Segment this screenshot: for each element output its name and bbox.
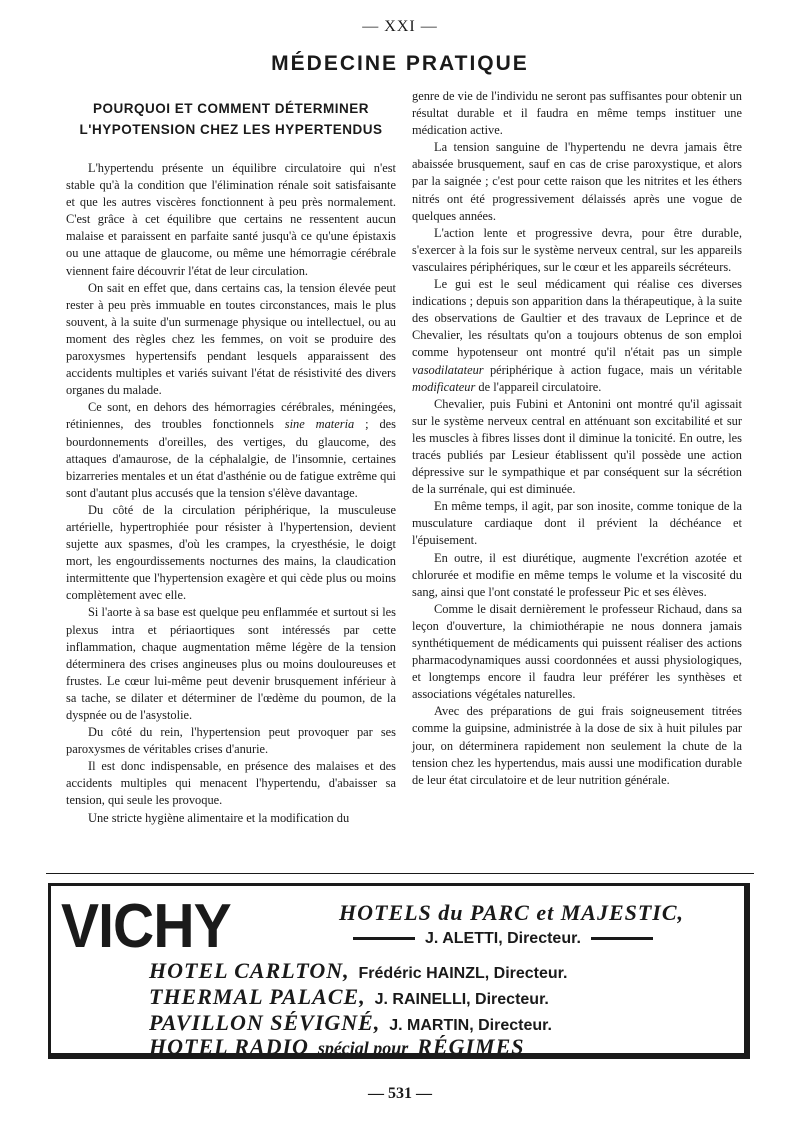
article-left-column [66, 98, 396, 827]
paragraph: Avec des préparations de gui frais soigneusement titrées comme la guipsine, administrée à la dose de six à huit pilules par jour, on déterminera rapidement non seulement la chute de la tension chez les hypertendus, mais aussi une modification durable de leur état circulatoire et de leur nutrition générale. [412, 704, 742, 787]
hotel-name: THERMAL PALACE, [149, 984, 366, 1009]
ad-line-parc-majestic [339, 900, 684, 926]
section-title: MÉDECINE PRATIQUE [271, 52, 529, 75]
dash-rule [353, 937, 415, 940]
paragraph: L'hypertendu présente un équilibre circulatoire qui n'est stable qu'à la condition que l'élimination rénale soit satisfaisante et que les autres viscères fonctionnent à peu près normalement. C'est grâce à cet équilibre que certains ne ressentent aucun malaise et paraissent en parfaite santé jusqu'à ce qu'une épistaxis ou une attaque de glaucome, ou même une hémorragie cérébrale viennent faire découvrir l'état de leur circulation. [66, 161, 396, 278]
italic-term: modificateur [412, 379, 476, 394]
paragraph [412, 276, 742, 396]
paragraph-text: périphérique à action fugace, mais un véritable [483, 362, 742, 377]
paragraph: Du côté de la circulation périphérique, la musculeuse artérielle, hypertrophiée pour résister à l'hypertension, devient sujette aux spasmes, d'où les crampes, la cryesthésie, le doigt mort, les engourdissements nocturnes des mains, la claudication intermittente que l'hypertension exagère et qui cède plus ou moins complètement avec elle. [66, 502, 396, 603]
paragraph: En outre, il est diurétique, augmente l'excrétion azotée et chlorurée et modifie en même temps le volume et la viscosité du sang, ainsi que l'ont constaté le professeur Pic et ses élèves. [412, 550, 742, 599]
ad-line-sevigne [149, 1010, 552, 1036]
hotel-name: HOTELS du PARC et MAJESTIC, [339, 900, 685, 925]
page-top-roman-number: — XXI — [362, 18, 438, 35]
article-title [66, 98, 396, 140]
page-number: — 531 — [368, 1085, 432, 1102]
ad-line-carlton [149, 958, 567, 984]
paragraph: L'action lente et progressive devra, pour être durable, s'exercer à la fois sur le système nerveux central, sur les appareils vasculaires périphériques, sur le cœur et les appareils sécréteurs. [412, 225, 742, 274]
paragraph: On sait en effet que, dans certains cas, la tension élevée peut rester à peu près immuable en toutes circonstances, mais le plus souvent, à la suite d'un surmenage physique ou intellectuel, ou au moment des règles chez les femmes, on voit se produire des paroxysmes hypertensifs pendant lesquels apparaissent des accidents multiples et variés suivant l'état de résistivité des divers organes du malade. [66, 280, 396, 398]
special-label: spécial pour [317, 1038, 409, 1058]
paragraph: Du côté du rein, l'hypertension peut provoquer par ses paroxysmes de véritables crises d'anurie. [66, 725, 396, 757]
paragraph-text: Le gui est le seul médicament qui réalise ces diverses indications ; depuis son apparition dans la thérapeutique, à la suite des observations de Gaultier et des travaux de Leprince et de Chevalier, les résultats qu'on a toujours obtenus de son emploi comme hypotenseur ont montré qu'il n'était pas un simple [412, 277, 742, 360]
vichy-logo: VICHY [61, 892, 231, 961]
paragraph: En même temps, il agit, par son inosite, comme tonique de la musculature cardiaque dont il prévient la déchéance et l'épuisement. [412, 499, 742, 548]
italic-term: sine materia [284, 417, 355, 432]
italic-term: vasodilatateur [412, 362, 484, 377]
paragraph: genre de vie de l'individu ne seront pas suffisantes pour obtenir un résultat durable et il faudra en même temps instituer une médication active. [412, 89, 742, 138]
paragraph: Si l'aorte à sa base est quelque peu enflammée et surtout si les plexus intra et périaortiques sont intéressés par cette inflammation, chaque augmentation même légère de la tension déterminera des crises angineuses plus ou moins douloureuses et frustes. Le cœur lui-même peut devenir brusquement inférieur à sa tache, se dilater et déterminer de l'œdème du poumon, de la dyspnée ou de l'asystolie. [66, 605, 396, 722]
paragraph: La tension sanguine de l'hypertendu ne devra jamais être abaissée brusquement, sauf en cas de crise paroxystique, et alors par la saignée ; c'est pour cette raison que les nitrites et les éthers nitrés ont été progressivement délaissés après une vogue de quelques années. [412, 140, 742, 223]
director-name: J. RAINELLI, Directeur. [374, 991, 549, 1008]
paragraph: Comme le disait dernièrement le professeur Richaud, dans sa leçon d'ouverture, la chimiothérapie ne nous donnera jamais synthétiquement de médicaments qui puissent réaliser des actions pharmacodynamiques aussi coordonnées et aussi physiologiques, et longtemps encore il faudra leur préférer les synthèses et associations végétales naturelles. [412, 601, 742, 702]
article-title-line1: POURQUOI ET COMMENT DÉTERMINER [92, 101, 369, 116]
hotel-name: HOTEL RADIO [149, 1034, 309, 1059]
regimes-label: RÉGIMES [417, 1034, 525, 1059]
paragraph-text: ; des bourdonnements d'oreilles, des vertiges, du glaucome, des attaques d'amaurose, de la céphalalgie, de l'insomnie, certaines bizarreries mentales et un état d'asthénie ou de fatigue extrême qui sont d'autant plus accusés que la tension s'élève davantage. [66, 417, 396, 500]
paragraph-text: Ce sont, en dehors des hémorragies cérébrales, méningées, rétiniennes, des troubles fonctionnels [66, 400, 396, 432]
ad-line-radio [149, 1034, 525, 1060]
ad-line-aletti [343, 930, 663, 948]
paragraph-text: de l'appareil circulatoire. [475, 379, 602, 394]
ad-line-thermal-palace [149, 984, 549, 1010]
paragraph: Une stricte hygiène alimentaire et la modification du [88, 810, 350, 825]
hotel-name: HOTEL CARLTON, [149, 958, 350, 983]
dash-rule [591, 937, 653, 940]
paragraph [66, 399, 396, 502]
article-right-column [412, 88, 742, 789]
director-name: J. MARTIN, Directeur. [389, 1017, 552, 1034]
vichy-hotels-advertisement [48, 883, 750, 1059]
paragraph: Il est donc indispensable, en présence des malaises et des accidents multiples qui menacent l'hypertendu, d'abaisser sa tension, qui seule les provoque. [66, 759, 396, 808]
divider-rule [46, 873, 754, 874]
director-name: Frédéric HAINZL, Directeur. [358, 965, 568, 982]
paragraph: Chevalier, puis Fubini et Antonini ont montré qu'il agissait sur le système nerveux central en atténuant son excitabilité et sur les muscles à fibres lisses dont il diminue la tonicité. En outre, les tracés publiés par Lesieur établissent qu'il possède une action dépressive sur le sympathique et par conséquent sur la sécrétion de la surrénale, qui est diminuée. [412, 396, 742, 497]
hotel-name: PAVILLON SÉVIGNÉ, [149, 1010, 381, 1035]
director-name: J. ALETTI, Directeur. [425, 930, 581, 947]
article-title-line2: L'HYPOTENSION CHEZ LES HYPERTENDUS [79, 122, 383, 137]
